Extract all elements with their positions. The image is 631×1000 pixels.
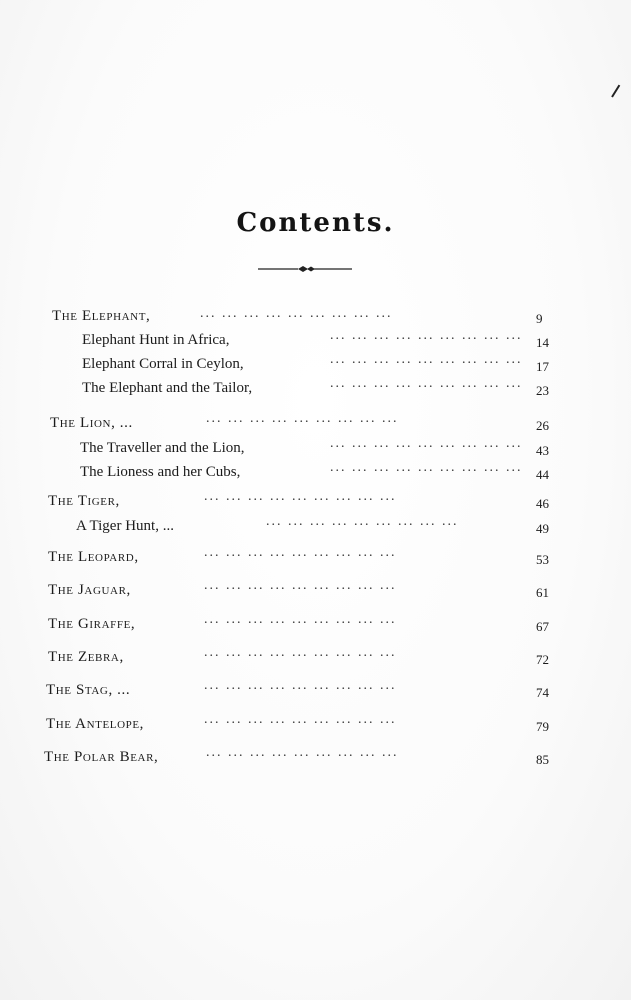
dot-leader: ... ... ... ... ... ... ... ... ... — [204, 678, 397, 693]
entry-title: The Antelope, — [46, 716, 145, 732]
dot-leader: ... ... ... ... ... ... ... ... ... — [204, 489, 397, 504]
dot-leader: ... ... ... ... ... ... ... ... ... — [330, 376, 523, 391]
toc-entry[interactable] — [0, 578, 631, 602]
toc-entry[interactable] — [0, 514, 631, 538]
dot-leader: ... ... ... ... ... ... ... ... ... — [206, 411, 399, 426]
entry-title: The Elephant, — [52, 308, 151, 324]
dot-leader: ... ... ... ... ... ... ... ... ... — [204, 712, 397, 727]
entry-page-number: 23 — [536, 383, 549, 398]
dot-leader: ... ... ... ... ... ... ... ... ... — [204, 578, 397, 593]
dot-leader: ... ... ... ... ... ... ... ... ... — [330, 460, 523, 475]
entry-page-number: 61 — [536, 585, 549, 600]
entry-title: Elephant Hunt in Africa, — [82, 332, 230, 348]
toc-entry[interactable] — [0, 678, 631, 702]
toc-entry[interactable] — [0, 436, 631, 460]
toc-entry[interactable] — [0, 328, 631, 352]
entry-title: The Lioness and her Cubs, — [80, 464, 241, 480]
dot-leader: ... ... ... ... ... ... ... ... ... — [204, 545, 397, 560]
entry-page-number: 17 — [536, 359, 549, 374]
entry-page-number: 74 — [536, 685, 549, 700]
toc-entry[interactable] — [0, 612, 631, 636]
dot-leader: ... ... ... ... ... ... ... ... ... — [206, 745, 399, 760]
toc-entry[interactable] — [0, 304, 631, 328]
dot-leader: ... ... ... ... ... ... ... ... ... — [330, 436, 523, 451]
toc-entry[interactable] — [0, 745, 631, 769]
entry-page-number: 26 — [536, 418, 549, 433]
entry-page-number: 67 — [536, 619, 549, 634]
page-title: Contents. — [236, 208, 395, 238]
dot-leader: ... ... ... ... ... ... ... ... ... — [200, 306, 393, 321]
toc-entry[interactable] — [0, 460, 631, 484]
entry-title: Elephant Corral in Ceylon, — [82, 356, 244, 372]
entry-page-number: 79 — [536, 719, 549, 734]
entry-title: A Tiger Hunt, ... — [76, 518, 174, 534]
toc-entry[interactable] — [0, 645, 631, 669]
entry-page-number: 72 — [536, 652, 549, 667]
entry-title: The Giraffe, — [48, 616, 136, 632]
entry-page-number: 53 — [536, 552, 549, 567]
entry-page-number: 85 — [536, 752, 549, 767]
entry-title: The Elephant and the Tailor, — [82, 380, 253, 396]
entry-page-number: 14 — [536, 335, 549, 350]
dot-leader: ... ... ... ... ... ... ... ... ... — [204, 612, 397, 627]
entry-title: The Lion, ... — [50, 415, 133, 431]
toc-entry[interactable] — [0, 411, 631, 435]
entry-page-number: 9 — [536, 311, 543, 326]
entry-title: The Leopard, — [48, 549, 139, 565]
entry-title: The Traveller and the Lion, — [80, 440, 245, 456]
dot-leader: ... ... ... ... ... ... ... ... ... — [204, 645, 397, 660]
entry-title: The Jaguar, — [48, 582, 131, 598]
toc-entry[interactable] — [0, 376, 631, 400]
toc-entry[interactable] — [0, 712, 631, 736]
entry-title: The Stag, ... — [46, 682, 131, 698]
title-ornament — [258, 264, 352, 274]
entry-page-number: 43 — [536, 443, 549, 458]
toc-entry[interactable] — [0, 545, 631, 569]
toc-entry[interactable] — [0, 352, 631, 376]
dot-leader: ... ... ... ... ... ... ... ... ... — [330, 352, 523, 367]
entry-title: The Tiger, — [48, 493, 120, 509]
dot-leader: ... ... ... ... ... ... ... ... ... — [266, 514, 459, 529]
pencil-mark — [611, 85, 620, 98]
dot-leader: ... ... ... ... ... ... ... ... ... — [330, 328, 523, 343]
entry-page-number: 44 — [536, 467, 549, 482]
entry-title: The Polar Bear, — [44, 749, 159, 765]
entry-title: The Zebra, — [48, 649, 124, 665]
entry-page-number: 49 — [536, 521, 549, 536]
entry-page-number: 46 — [536, 496, 549, 511]
